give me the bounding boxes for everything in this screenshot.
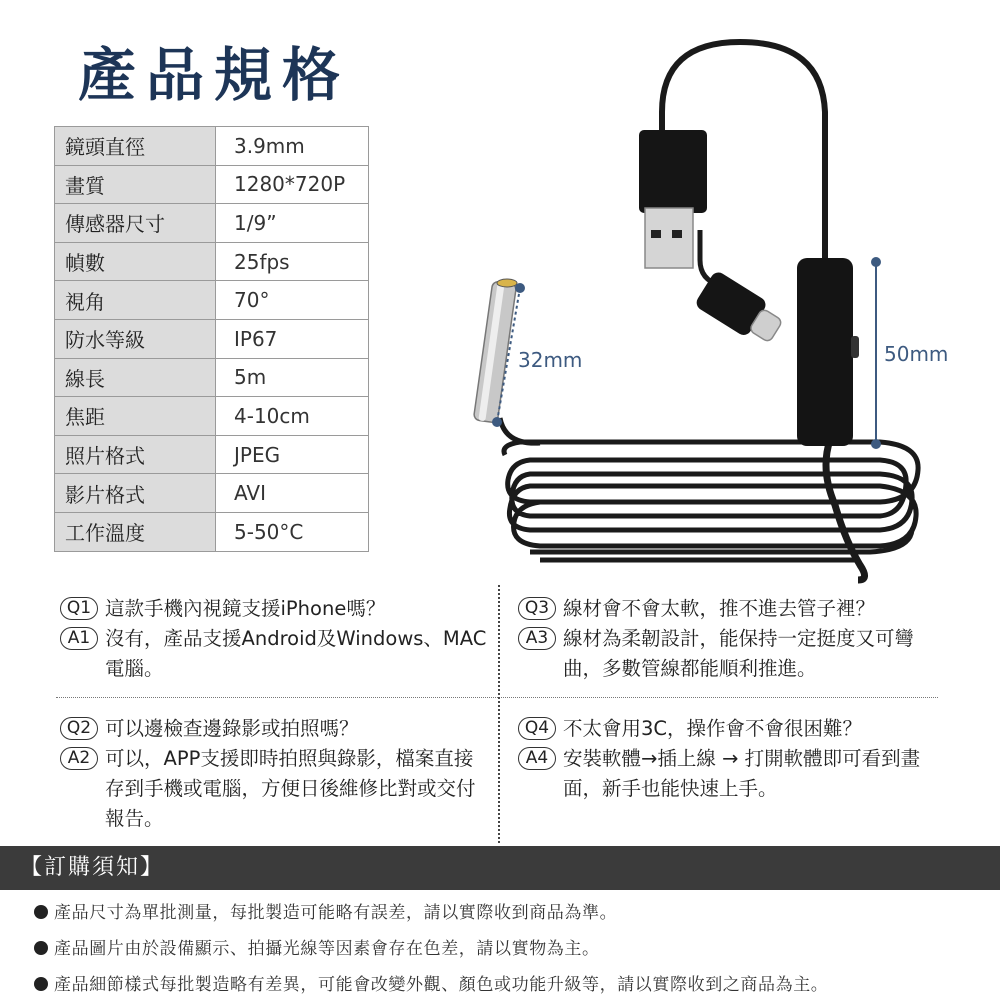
spec-value: 5m bbox=[216, 358, 369, 397]
notice-item bbox=[34, 970, 828, 995]
notice-header bbox=[0, 846, 1000, 890]
spec-value: 1/9” bbox=[216, 204, 369, 243]
spec-value: 25fps bbox=[216, 242, 369, 281]
question-badge: Q3 bbox=[518, 597, 556, 620]
spec-value: 1280*720P bbox=[216, 165, 369, 204]
spec-label: 防水等級 bbox=[55, 319, 216, 358]
spec-label: 工作溫度 bbox=[55, 512, 216, 551]
endoscope-product-image bbox=[470, 30, 980, 590]
spec-value: JPEG bbox=[216, 435, 369, 474]
question-text: 這款手機內視鏡支援iPhone嗎？ bbox=[105, 597, 386, 620]
spec-row bbox=[55, 358, 369, 397]
answer-text: 線材為柔韌設計，能保持一定挺度又可彎曲，多數管線都能順利推進。 bbox=[563, 627, 915, 680]
box-length-label: 50mm bbox=[884, 342, 949, 366]
spec-value: IP67 bbox=[216, 319, 369, 358]
spec-label: 焦距 bbox=[55, 397, 216, 436]
spec-value: AVI bbox=[216, 474, 369, 513]
spec-label: 照片格式 bbox=[55, 435, 216, 474]
notice-item bbox=[34, 934, 600, 959]
faq-vertical-divider bbox=[498, 585, 500, 843]
page-title: 產品規格 bbox=[78, 41, 351, 109]
spec-label: 畫質 bbox=[55, 165, 216, 204]
spec-label: 幀數 bbox=[55, 242, 216, 281]
notice-item bbox=[34, 898, 617, 923]
notice-text: 產品細節樣式每批製造略有差異，可能會改變外觀、顏色或功能升級等，請以實際收到之商品為主。 bbox=[54, 975, 829, 995]
bullet-icon bbox=[34, 905, 48, 919]
spec-row bbox=[55, 512, 369, 551]
bullet-icon bbox=[34, 941, 48, 955]
spec-row bbox=[55, 242, 369, 281]
notice-text: 產品尺寸為單批測量，每批製造可能略有誤差，請以實際收到商品為準。 bbox=[54, 903, 618, 923]
spec-row bbox=[55, 281, 369, 320]
spec-row bbox=[55, 204, 369, 243]
spec-row bbox=[55, 165, 369, 204]
spec-row bbox=[55, 319, 369, 358]
question-text: 不太會用3C，操作會不會很困難？ bbox=[563, 717, 863, 740]
spec-value: 70° bbox=[216, 281, 369, 320]
answer-text: 沒有，產品支援Android及Windows、MAC電腦。 bbox=[105, 627, 487, 680]
bullet-icon bbox=[34, 977, 48, 991]
spec-label: 鏡頭直徑 bbox=[55, 127, 216, 166]
usb-a-plug bbox=[639, 130, 707, 268]
control-box bbox=[797, 258, 859, 446]
question-text: 可以邊檢查邊錄影或拍照嗎？ bbox=[105, 717, 359, 740]
spec-value: 5-50°C bbox=[216, 512, 369, 551]
probe-cable bbox=[500, 418, 540, 443]
spec-row bbox=[55, 474, 369, 513]
faq-horizontal-divider bbox=[56, 697, 938, 698]
faq-q2 bbox=[60, 714, 488, 834]
spec-value: 4-10cm bbox=[216, 397, 369, 436]
spec-label: 視角 bbox=[55, 281, 216, 320]
notice-title: 【訂購須知】 bbox=[20, 855, 165, 880]
answer-badge: A1 bbox=[60, 627, 98, 650]
spec-value: 3.9mm bbox=[216, 127, 369, 166]
question-text: 線材會不會太軟，推不進去管子裡？ bbox=[563, 597, 876, 620]
faq-q4 bbox=[518, 714, 938, 804]
faq-q3 bbox=[518, 594, 938, 684]
answer-text: 安裝軟體→插上線 → 打開軟體即可看到畫面，新手也能快速上手。 bbox=[563, 747, 921, 800]
faq-q1 bbox=[60, 594, 488, 684]
question-badge: Q2 bbox=[60, 717, 98, 740]
spec-label: 傳感器尺寸 bbox=[55, 204, 216, 243]
spec-label: 影片格式 bbox=[55, 474, 216, 513]
answer-badge: A2 bbox=[60, 747, 98, 770]
answer-badge: A4 bbox=[518, 747, 556, 770]
spec-row bbox=[55, 435, 369, 474]
spec-row bbox=[55, 127, 369, 166]
answer-badge: A3 bbox=[518, 627, 556, 650]
spec-table bbox=[54, 126, 369, 552]
coiled-cable bbox=[504, 442, 918, 560]
camera-probe bbox=[473, 279, 517, 423]
spec-row bbox=[55, 397, 369, 436]
notice-text: 產品圖片由於設備顯示、拍攝光線等因素會存在色差，請以實物為主。 bbox=[54, 939, 600, 959]
probe-length-label: 32mm bbox=[518, 348, 583, 372]
spec-label: 線長 bbox=[55, 358, 216, 397]
answer-text: 可以，APP支援即時拍照與錄影，檔案直接存到手機或電腦，方便日後維修比對或交付報告。 bbox=[105, 747, 476, 830]
question-badge: Q4 bbox=[518, 717, 556, 740]
question-badge: Q1 bbox=[60, 597, 98, 620]
